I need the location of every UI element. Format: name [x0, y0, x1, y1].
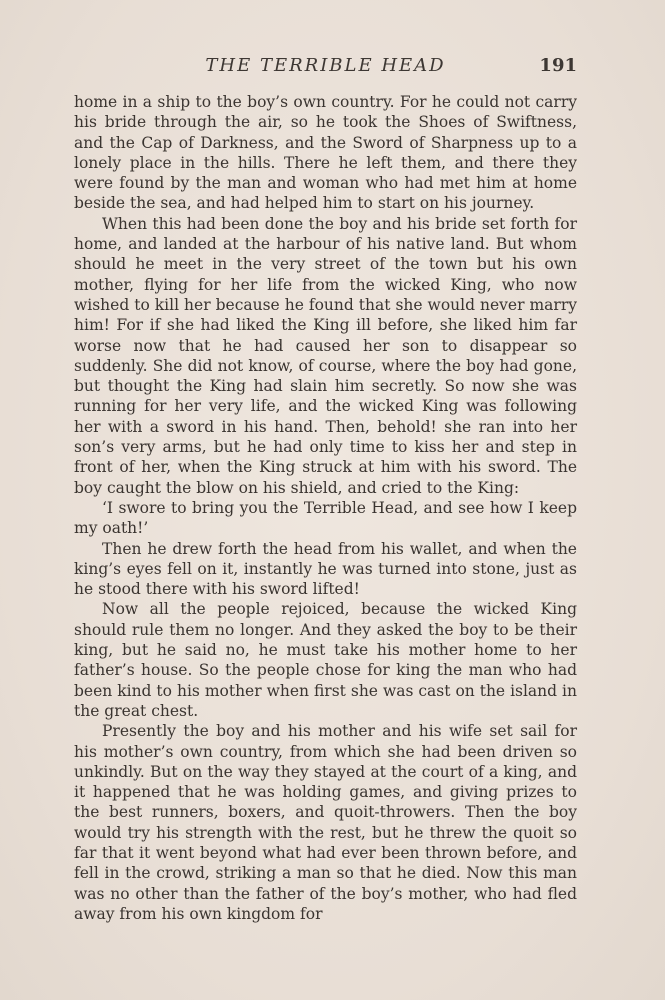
- running-head: [74, 55, 577, 81]
- paragraph: Now all the people rejoiced, because the wicked King should rule them no longer. And they asked the boy to be their king, but he said no, he must take his mother home to her father’s house. So the people chose for king the man who had been kind to his mother when first she was cast on the island in the great chest.: [74, 600, 577, 720]
- paragraph: Presently the boy and his mother and his wife set sail for his mother’s own country, from which she had been driven so unkindly. But on the way they stayed at the court of a king, and it happened that he was holding games, and giving prizes to the best runners, boxers, and quoit-throwers. Then the boy would try his strength with the rest, but he threw the quoit so far that it went beyond what had ever been thrown before, and fell in the crowd, striking a man so that he died. Now this man was no other than the father of the boy’s mother, who had fled away from his own kingdom for: [74, 722, 577, 923]
- paragraph: home in a ship to the boy’s own country. For he could not carry his bride through the air, so he took the Shoes of Swiftness, and the Cap of Darkness, and the Sword of Sharpness up to a lonely place in the hills. There he left them, and there they were found by the man and woman who had met him at home beside the sea, and had helped him to start on his journey.: [74, 93, 577, 213]
- running-title: THE TERRIBLE HEAD: [205, 55, 446, 76]
- paragraph: Then he drew forth the head from his wallet, and when the king’s eyes fell on it, instantly he was turned into stone, just as he stood there with his sword lifted!: [74, 539, 577, 599]
- paragraph: ‘I swore to bring you the Terrible Head, and see how I keep my oath!’: [74, 498, 577, 538]
- page-number: 191: [539, 55, 577, 76]
- body-text: [74, 92, 577, 924]
- paragraph: When this had been done the boy and his bride set forth for home, and landed at the harbour of his native land. But whom should he meet in the very street of the town but his own mother, flying for her life from the wicked King, who now wished to kill her because he found that she would never marry him! For if she had liked the King ill before, she liked him far worse now that he had caused her son to disappear so suddenly. She did not know, of course, where the boy had gone, but thought the King had slain him secretly. So now she was running for her very life, and the wicked King was following her with a sword in his hand. Then, behold! she ran into her son’s very arms, but he had only time to kiss her and step in front of her, when the King struck at him with his sword. The boy caught the blow on his shield, and cried to the King:: [74, 214, 577, 497]
